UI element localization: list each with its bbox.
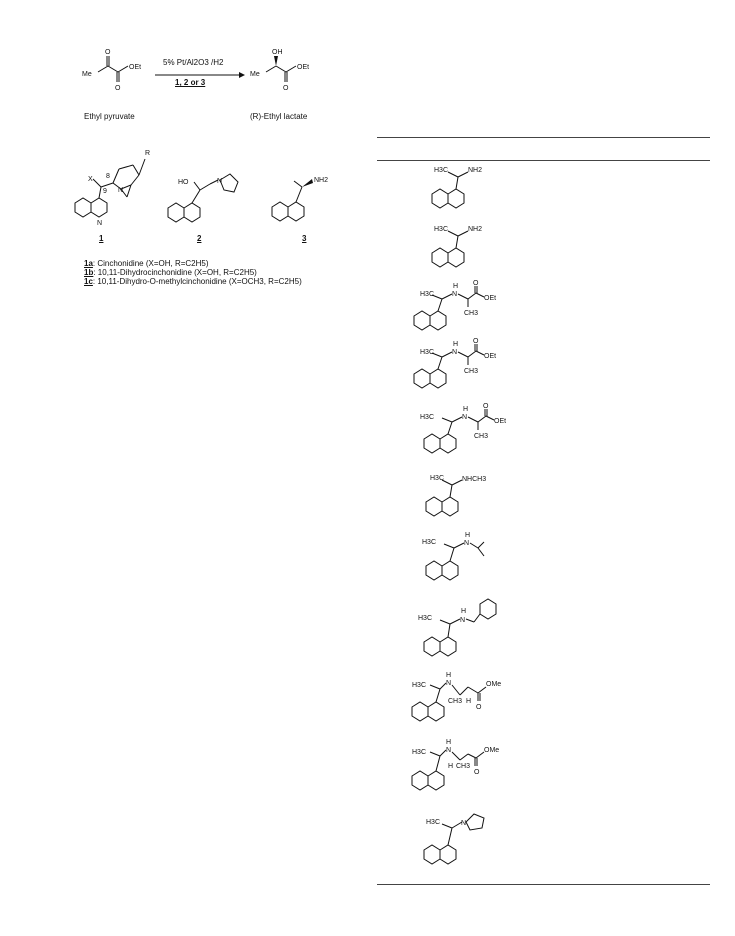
modifier-3-label: 3 bbox=[302, 234, 307, 243]
table-row-structure-8 bbox=[410, 598, 510, 658]
modifier-1-x: X bbox=[88, 176, 93, 183]
svg-text:N: N bbox=[446, 680, 452, 687]
svg-text:O: O bbox=[474, 769, 480, 776]
svg-text:H: H bbox=[463, 406, 469, 413]
table-row-structure-5 bbox=[420, 405, 520, 457]
svg-text:N: N bbox=[452, 349, 458, 356]
svg-text:H: H bbox=[453, 341, 459, 348]
svg-text:H3C: H3C bbox=[420, 349, 435, 356]
product-name: (R)-Ethyl lactate bbox=[250, 112, 308, 121]
modifier-2-label: 2 bbox=[197, 234, 202, 243]
svg-text:H3C: H3C bbox=[426, 819, 441, 826]
svg-text:OEt: OEt bbox=[484, 295, 497, 302]
svg-text:N: N bbox=[446, 747, 452, 754]
reactant-oet: OEt bbox=[129, 64, 142, 71]
product-oh: OH bbox=[272, 49, 283, 56]
svg-text:CH3: CH3 bbox=[464, 368, 479, 375]
reaction-modifiers: 1, 2 or 3 bbox=[175, 78, 206, 87]
svg-text:H3C: H3C bbox=[412, 749, 427, 756]
svg-text:NHCH3: NHCH3 bbox=[462, 476, 487, 483]
svg-text:OEt: OEt bbox=[494, 418, 507, 425]
svg-text:OMe: OMe bbox=[484, 747, 500, 754]
table-row-structure-6 bbox=[422, 472, 512, 517]
svg-text:H: H bbox=[448, 763, 454, 770]
svg-text:H: H bbox=[453, 283, 459, 290]
svg-text:H3C: H3C bbox=[422, 539, 437, 546]
svg-text:H: H bbox=[465, 532, 471, 539]
reactant-o-top: O bbox=[105, 49, 111, 56]
modifier-legend bbox=[84, 259, 302, 286]
ethyl-lactate-structure bbox=[248, 45, 328, 100]
table-row-structure-7 bbox=[422, 532, 512, 582]
reactant-me: Me bbox=[82, 71, 92, 78]
table-top-rule bbox=[377, 137, 710, 138]
svg-text:H3C: H3C bbox=[418, 615, 433, 622]
reactant-name: Ethyl pyruvate bbox=[84, 112, 135, 121]
svg-text:N: N bbox=[452, 291, 458, 298]
svg-text:OMe: OMe bbox=[486, 681, 502, 688]
modifier-1-structure bbox=[65, 145, 155, 230]
modifier-3-structure bbox=[268, 165, 348, 230]
modifier-1-c8: 8 bbox=[106, 173, 110, 180]
modifier-3-nh2: NH2 bbox=[314, 177, 329, 184]
svg-text:H: H bbox=[446, 672, 452, 679]
product-oet: OEt bbox=[297, 64, 310, 71]
modifier-1-r: R bbox=[145, 150, 151, 157]
modifier-1-c9: 9 bbox=[103, 188, 107, 195]
svg-text:CH3: CH3 bbox=[474, 433, 489, 440]
svg-text:H3C: H3C bbox=[420, 291, 435, 298]
svg-text:H3C: H3C bbox=[434, 167, 449, 174]
svg-text:NH2: NH2 bbox=[468, 167, 483, 174]
ethyl-pyruvate-structure bbox=[80, 45, 150, 100]
modifier-1-n-ring: N bbox=[97, 220, 103, 227]
svg-text:CH3: CH3 bbox=[456, 763, 471, 770]
table-row-structure-2 bbox=[428, 223, 508, 268]
svg-text:NH2: NH2 bbox=[468, 226, 483, 233]
table-row-structure-4 bbox=[410, 340, 510, 392]
legend-item-1c: 1c: 10,11-Dihydro-O-methylcinchonidine (X=OCH3, R=C2H5) bbox=[84, 277, 302, 286]
svg-text:H: H bbox=[446, 739, 452, 746]
modifier-2-n: N bbox=[217, 178, 223, 185]
svg-text:O: O bbox=[473, 338, 479, 345]
svg-text:N: N bbox=[461, 820, 467, 827]
svg-text:O: O bbox=[473, 280, 479, 287]
svg-text:O: O bbox=[483, 403, 489, 410]
table-row-structure-11 bbox=[420, 808, 510, 868]
table-bottom-rule bbox=[377, 884, 710, 885]
table-row-structure-3 bbox=[410, 282, 510, 332]
svg-text:H3C: H3C bbox=[412, 682, 427, 689]
svg-text:CH3: CH3 bbox=[448, 698, 463, 705]
table-header-rule bbox=[377, 160, 710, 161]
product-o-bottom: O bbox=[283, 85, 289, 92]
svg-text:H: H bbox=[461, 608, 467, 615]
svg-text:H3C: H3C bbox=[434, 226, 449, 233]
svg-text:O: O bbox=[476, 704, 482, 711]
svg-text:N: N bbox=[462, 414, 468, 421]
reactant-o-bottom: O bbox=[115, 85, 121, 92]
svg-text:H3C: H3C bbox=[430, 475, 445, 482]
svg-text:H3C: H3C bbox=[420, 414, 435, 421]
table-row-structure-9 bbox=[408, 673, 518, 725]
modifier-2-structure bbox=[160, 160, 250, 230]
table-row-structure-10 bbox=[408, 740, 518, 795]
reaction-conditions: 5% Pt/Al2O3 /H2 bbox=[163, 58, 224, 67]
legend-item-1b: 1b: 10,11-Dihydrocinchonidine (X=OH, R=C2H5) bbox=[84, 268, 257, 277]
modifier-1-label: 1 bbox=[99, 234, 104, 243]
modifier-2-ho: HO bbox=[178, 179, 189, 186]
svg-text:CH3: CH3 bbox=[464, 310, 479, 317]
svg-text:N: N bbox=[464, 540, 470, 547]
product-me: Me bbox=[250, 71, 260, 78]
legend-item-1a: 1a: Cinchonidine (X=OH, R=C2H5) bbox=[84, 259, 209, 268]
svg-text:OEt: OEt bbox=[484, 353, 497, 360]
svg-text:H: H bbox=[466, 698, 472, 705]
modifier-1-n-bridge: N bbox=[118, 187, 124, 194]
svg-text:N: N bbox=[460, 617, 466, 624]
table-row-structure-1 bbox=[428, 164, 508, 209]
